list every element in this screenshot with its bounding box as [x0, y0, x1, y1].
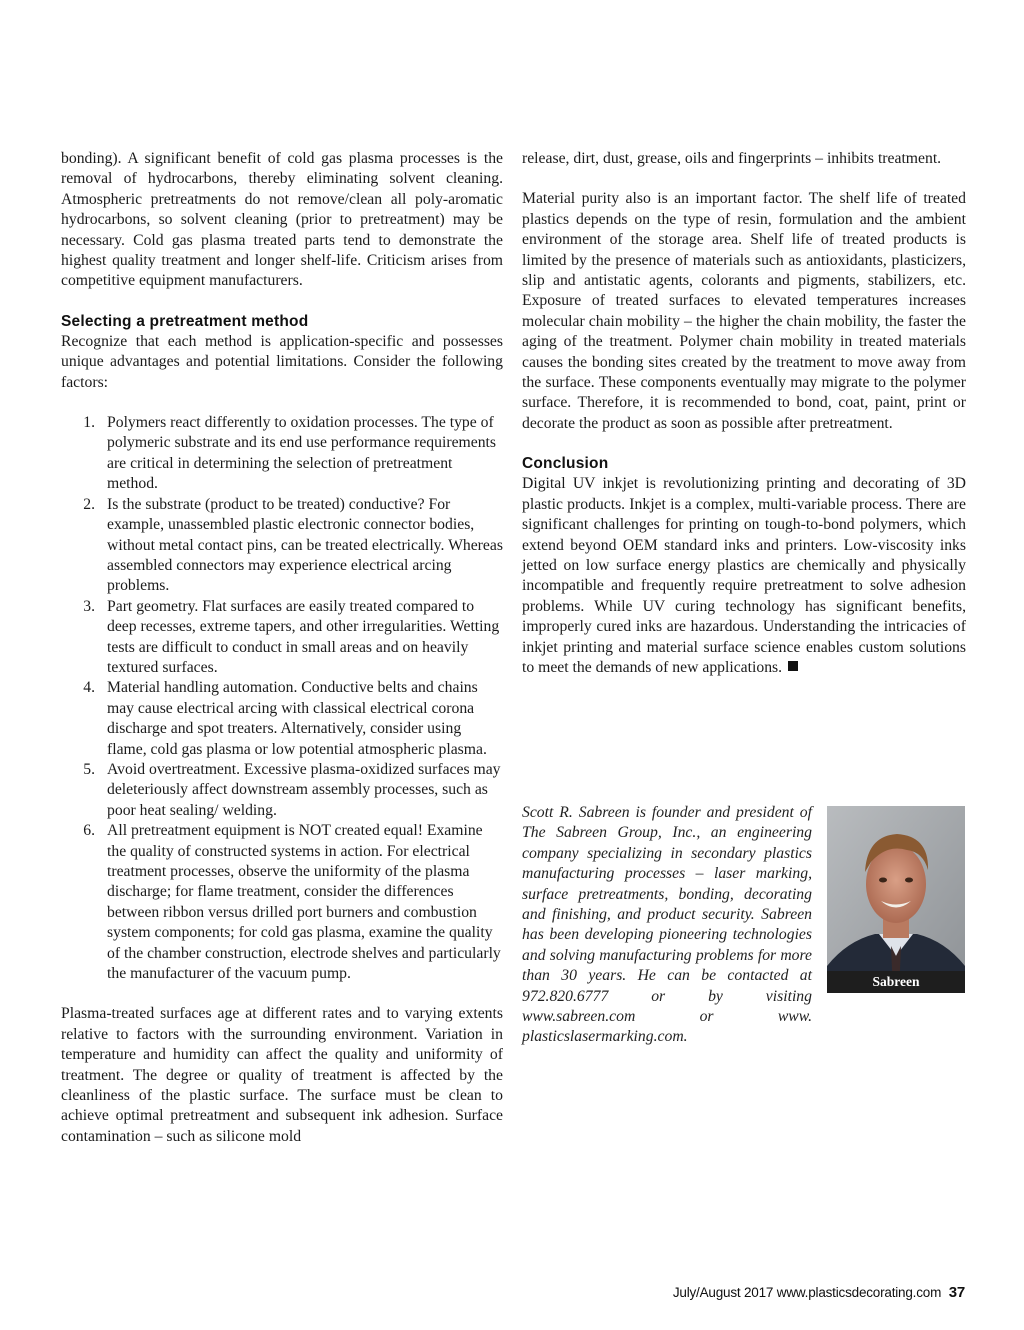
factors-intro-paragraph: Recognize that each method is application-specific and possesses unique advantages and potential limitations. Consider the following factors: — [61, 332, 503, 391]
end-of-article-icon — [788, 661, 798, 671]
list-number: 4. — [83, 679, 95, 697]
list-number: 5. — [83, 760, 95, 778]
material-purity-paragraph: Material purity also is an important factor. The shelf life of treated plastics depends on the type of resin, formulation and the ambient environment of the storage area. Shelf life of treated products is limited by the presence of materials such as antioxidants, plasticizers, slip and antistatic agents, colorants and pigments, stabilizers, etc. Exposure of treated surfaces to elevated temperatures increases molecular chain mobility – the higher the chain mobility, the faster the aging of the treatment. Polymer chain mobility in treated materials causes the bonding sites created by the treatment to move away from the surface. These components eventually may migrate to the polymer surface. Therefore, it is recommended to bond, coat, paint, print or decorate the product as soon as possible after pretreatment. — [522, 190, 966, 432]
list-number: 1. — [83, 414, 95, 432]
conclusion-paragraph — [522, 474, 966, 678]
surface-aging-paragraph: Plasma-treated surfaces age at different rates and to varying extents relative to factors with the surrounding environment. Variation in temperature and humidity can affect the quality and uniformity of treatment. The degree or quality of treatment is affected by the cleanliness of the plastic surface. The surface must be clean to achieve optimal pretreatment and subsequent ink adhesion. Surface contamination – such as silicone mold — [61, 1005, 503, 1145]
page-footer — [640, 1284, 965, 1301]
factors-list — [61, 413, 503, 984]
list-item — [61, 678, 503, 760]
list-item — [61, 760, 503, 821]
intro-paragraph: bonding). A significant benefit of cold gas plasma processes is the removal of hydrocarbons, thereby eliminating solvent cleaning. Atmospheric pretreatments do not remove/clean all poly-aromatic hydrocarbons, so solvent cleaning (prior to pretreatment) may be necessary. Cold gas plasma treated parts tend to demonstrate the highest quality treatment and longer shelf-life. Criticism arises from competitive equipment manufacturers. — [61, 150, 503, 290]
list-number: 3. — [83, 597, 95, 615]
list-item-text: Avoid overtreatment. Excessive plasma-oxidized surfaces may deleteriously affect downstream assembly processes, such as poor heat sealing/ welding. — [107, 760, 501, 819]
list-item — [61, 821, 503, 984]
page-number: 37 — [948, 1284, 965, 1301]
conclusion-text: Digital UV inkjet is revolutionizing printing and decorating of 3D plastic products. Inkjet is a complex, multi-variable process. There are significant challenges for printing on tough-to-bond polymers, which extend beyond OEM standard inks and printers. Low-viscosity inks jetted on low surface energy plastics are chemically and physically incompatible and frequently require pretreatment to solve adhesion problems. While UV curing technology has significant benefits, improperly cured inks are hazardous. Understanding the intricacies of inkjet printing and material surface science enables custom solutions to meet the demands of new applications. — [522, 475, 966, 676]
list-item — [61, 413, 503, 495]
list-item-text: All pretreatment equipment is NOT created equal! Examine the quality of constructed systems in action. For electrical treatment processes, observe the uniformity of the plasma discharge; for flame treatment, consider the differences between ribbon versus drilled port burners and combustion system components; for cold gas plasma, examine the quality of the chamber construction, electrode shelves and particularly the manufacturer of the vacuum pump. — [107, 822, 501, 983]
list-item-text: Is the substrate (product to be treated) conductive? For example, unassembled plastic electronic connector bodies, without metal contact pins, can be treated electrically. Whereas assembled connectors may experience electrical arcing problems. — [107, 495, 503, 595]
list-item — [61, 495, 503, 597]
author-photo — [827, 806, 965, 993]
author-bio: Scott R. Sabreen is founder and president of The Sabreen Group, Inc., an engineering company specializing in secondary plastics manufacturing processes – laser marking, surface pretreatments, bonding, decorating and finishing, and product security. Sabreen has been developing pioneering technologies and solving manufacturing problems for more than 30 years. He can be contacted at 972.820.6777 or by visiting www.sabreen.com or www. plasticslasermarking.com. — [522, 804, 812, 1046]
author-portrait-image — [827, 806, 965, 993]
right-column — [522, 149, 966, 678]
list-item-text: Part geometry. Flat surfaces are easily treated compared to deep recesses, extreme tapers, and other irregularities. Wetting tests are difficult to conduct in small areas and on heavily textured surfaces. — [107, 597, 500, 676]
section-heading-conclusion: Conclusion — [522, 455, 609, 473]
continued-paragraph: release, dirt, dust, grease, oils and fingerprints – inhibits treatment. — [522, 150, 942, 167]
list-item — [61, 597, 503, 679]
list-number: 2. — [83, 495, 95, 513]
footer-issue-website: July/August 2017 www.plasticsdecorating.com — [672, 1285, 942, 1300]
photo-caption: Sabreen — [827, 971, 965, 993]
section-heading-pretreatment: Selecting a pretreatment method — [61, 312, 309, 330]
list-item-text: Material handling automation. Conductive belts and chains may cause electrical arcing with classical electrical corona discharge and spot treaters. Alternatively, consider using flame, cold gas plasma or low potential atmospheric plasma. — [107, 679, 487, 758]
list-item-text: Polymers react differently to oxidation processes. The type of polymeric substrate and its end use performance requirements are critical in determining the selection of pretreatment method. — [107, 414, 497, 493]
list-number: 6. — [83, 822, 95, 840]
left-column — [61, 149, 503, 1147]
